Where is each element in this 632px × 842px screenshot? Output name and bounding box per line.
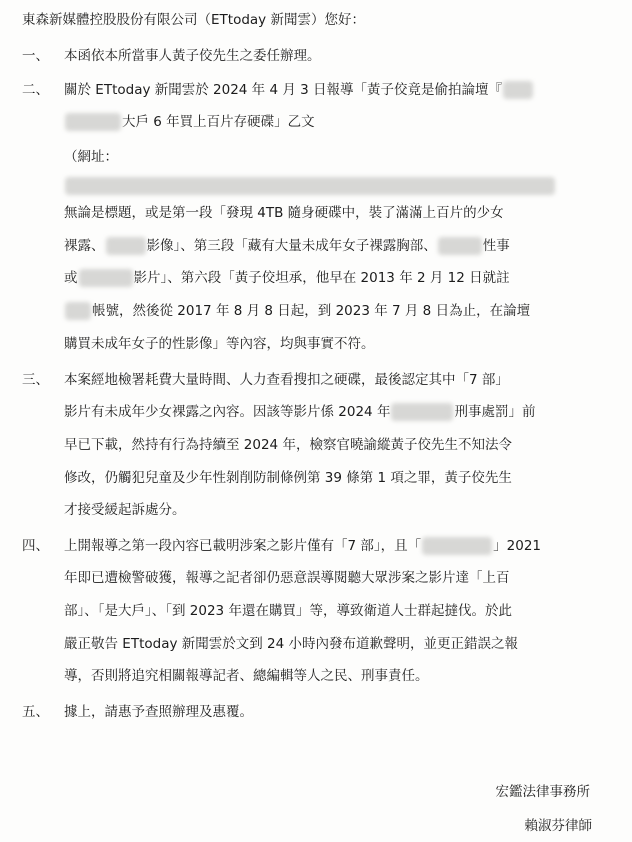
text-span: 裸露、	[64, 238, 105, 254]
text-span: 」2021	[493, 538, 541, 554]
paragraph-2-line-3: （網址：	[64, 149, 118, 165]
law-firm-name: 宏鑑法律事務所	[495, 784, 590, 800]
url-redacted-line	[64, 176, 556, 196]
redaction-blur	[65, 113, 121, 131]
redaction-blur	[106, 237, 146, 255]
text-span: 性事	[482, 238, 510, 254]
paragraph-5-text: 據上，請惠予查照辦理及惠覆。	[64, 704, 253, 720]
text-span: 大戶 6 年買上百片存硬碟」乙文	[122, 114, 315, 130]
paragraph-3-line-1: 本案經地檢署耗費大量時間、人力查看搜扣之硬碟，最後認定其中「7 部」	[64, 372, 509, 388]
paragraph-2-line-9: 購買未成年女子的性影像」等內容，均與事實不符。	[64, 336, 375, 352]
paragraph-4-number: 四、	[22, 538, 49, 554]
text-span: 關於 ETtoday 新聞雲於 2024 年 4 月 3 日報導「黃子佼竟是偷拍論壇『	[64, 82, 503, 98]
redaction-blur	[79, 269, 133, 287]
text-span: 影片」、第六段「黃子佼坦承，他早在 2013 年 2 月 12 日就註	[133, 270, 510, 286]
text-span: 或	[64, 270, 78, 286]
text-span: 刑事處罰」前	[454, 404, 536, 420]
redaction-blur	[503, 81, 533, 99]
paragraph-1-number: 一、	[22, 48, 49, 64]
paragraph-2-line-5: 無論是標題，或是第一段「發現 4TB 隨身硬碟中，裝了滿滿上百片的少女	[64, 205, 504, 221]
paragraph-2-line-8	[64, 301, 530, 321]
paragraph-2-line-1	[64, 80, 534, 100]
paragraph-5-number: 五、	[22, 704, 49, 720]
paragraph-4-line-1	[64, 536, 541, 556]
paragraph-3-line-2	[64, 402, 535, 422]
paragraph-3-line-5: 才接受緩起訴處分。	[64, 502, 186, 518]
paragraph-2-number: 二、	[22, 82, 49, 98]
redaction-blur	[391, 403, 453, 421]
text-span: 影片有未成年少女裸露之內容。因該等影片係 2024 年	[64, 404, 391, 420]
paragraph-3-line-4: 修改，仍觸犯兒童及少年性剝削防制條例第 39 條第 1 項之罪，黃子佼先生	[64, 470, 512, 486]
redaction-blur	[422, 537, 492, 555]
paragraph-4-line-2: 年即已遭檢警破獲，報導之記者卻仍惡意誤導閱聽大眾涉案之影片達「上百	[64, 570, 510, 586]
paragraph-1-text: 本函依本所當事人黃子佼先生之委任辦理。	[64, 48, 321, 64]
salutation: 東森新媒體控股股份有限公司（ETtoday 新聞雲）您好：	[22, 12, 365, 28]
paragraph-2-line-7	[64, 268, 510, 288]
paragraph-4-line-5: 導，否則將追究相關報導記者、總編輯等人之民、刑事責任。	[64, 668, 429, 684]
text-span: 上開報導之第一段內容已載明涉案之影片僅有「7 部」，且「	[64, 538, 422, 554]
text-span: 影像」、第三段「藏有大量未成年女子裸露胸部、	[146, 238, 437, 254]
redaction-blur	[438, 237, 482, 255]
paragraph-2-line-6	[64, 236, 510, 256]
paragraph-3-line-3: 早已下載，然持有行為持續至 2024 年，檢察官曉諭縱黃子佼先生不知法令	[64, 437, 512, 453]
redaction-blur	[65, 302, 91, 320]
paragraph-4-line-4: 嚴正敬告 ETtoday 新聞雲於文到 24 小時內發布道歉聲明，並更正錯誤之報	[64, 636, 519, 652]
redaction-blur	[65, 177, 555, 195]
lawyer-name: 賴淑芬律師	[524, 818, 592, 834]
text-span: 帳號，然後從 2017 年 8 月 8 日起，到 2023 年 7 月 8 日為止，在論壇	[92, 303, 531, 319]
paragraph-4-line-3: 部」、「是大戶」、「到 2023 年還在購買」等，導致衛道人士群起撻伐。於此	[64, 603, 512, 619]
paragraph-2-line-2	[64, 112, 315, 132]
paragraph-3-number: 三、	[22, 372, 49, 388]
